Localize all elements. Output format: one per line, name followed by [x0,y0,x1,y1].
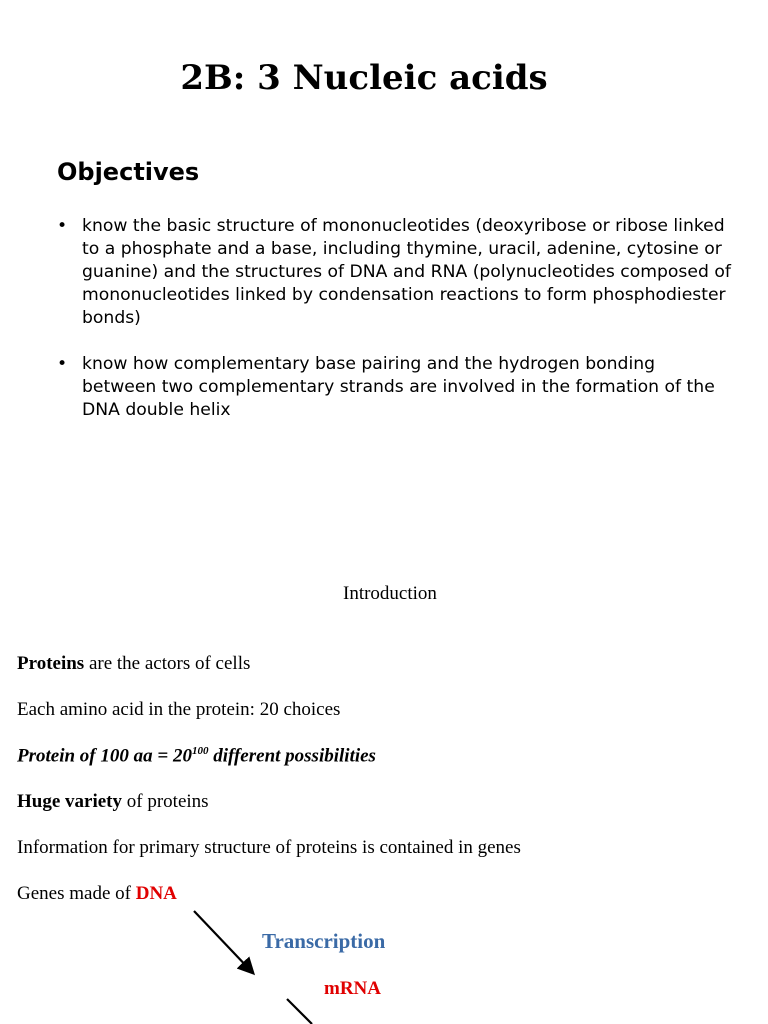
intro-line: Each amino acid in the protein: 20 choices [17,699,341,720]
arrow-down-icon [194,911,252,972]
mrna-label: mRNA [324,978,381,999]
intro-text: are the actors of cells [84,653,251,674]
intro-line: Information for primary structure of proteins is contained in genes [17,837,521,858]
bullet-icon: • [57,354,68,374]
introduction-heading: Introduction [343,583,437,604]
objective-text: know the basic structure of mononucleotides (deoxyribose or ribose linked to a phosphate and a base, including thymine, uracil, adenine, cytosine or guanine) and the structures of DNA and RNA (polynucleotides composed of mononucleotides linked by condensation reactions to form phosphodiester bonds) [82,216,731,328]
transcription-label: Transcription [262,929,386,953]
exponent: 100 [191,745,209,757]
intro-text: different possibilities [208,745,376,767]
intro-bold-text: Huge variety [17,791,123,812]
intro-text: Genes made of [17,883,136,904]
bullet-icon: • [57,216,68,236]
intro-text: of proteins [122,791,209,812]
intro-bold-text: Proteins [17,653,85,674]
arrow-down-icon [287,999,312,1024]
dna-highlight: DNA [135,883,177,904]
objectives-heading: Objectives [57,158,200,186]
page-title: 2B: 3 Nucleic acids [180,58,548,98]
intro-text: Protein of 100 aa = 20 [17,745,192,767]
objective-text: know how complementary base pairing and the hydrogen bonding between two complementary strands are involved in the formation of the DNA double helix [82,354,715,420]
